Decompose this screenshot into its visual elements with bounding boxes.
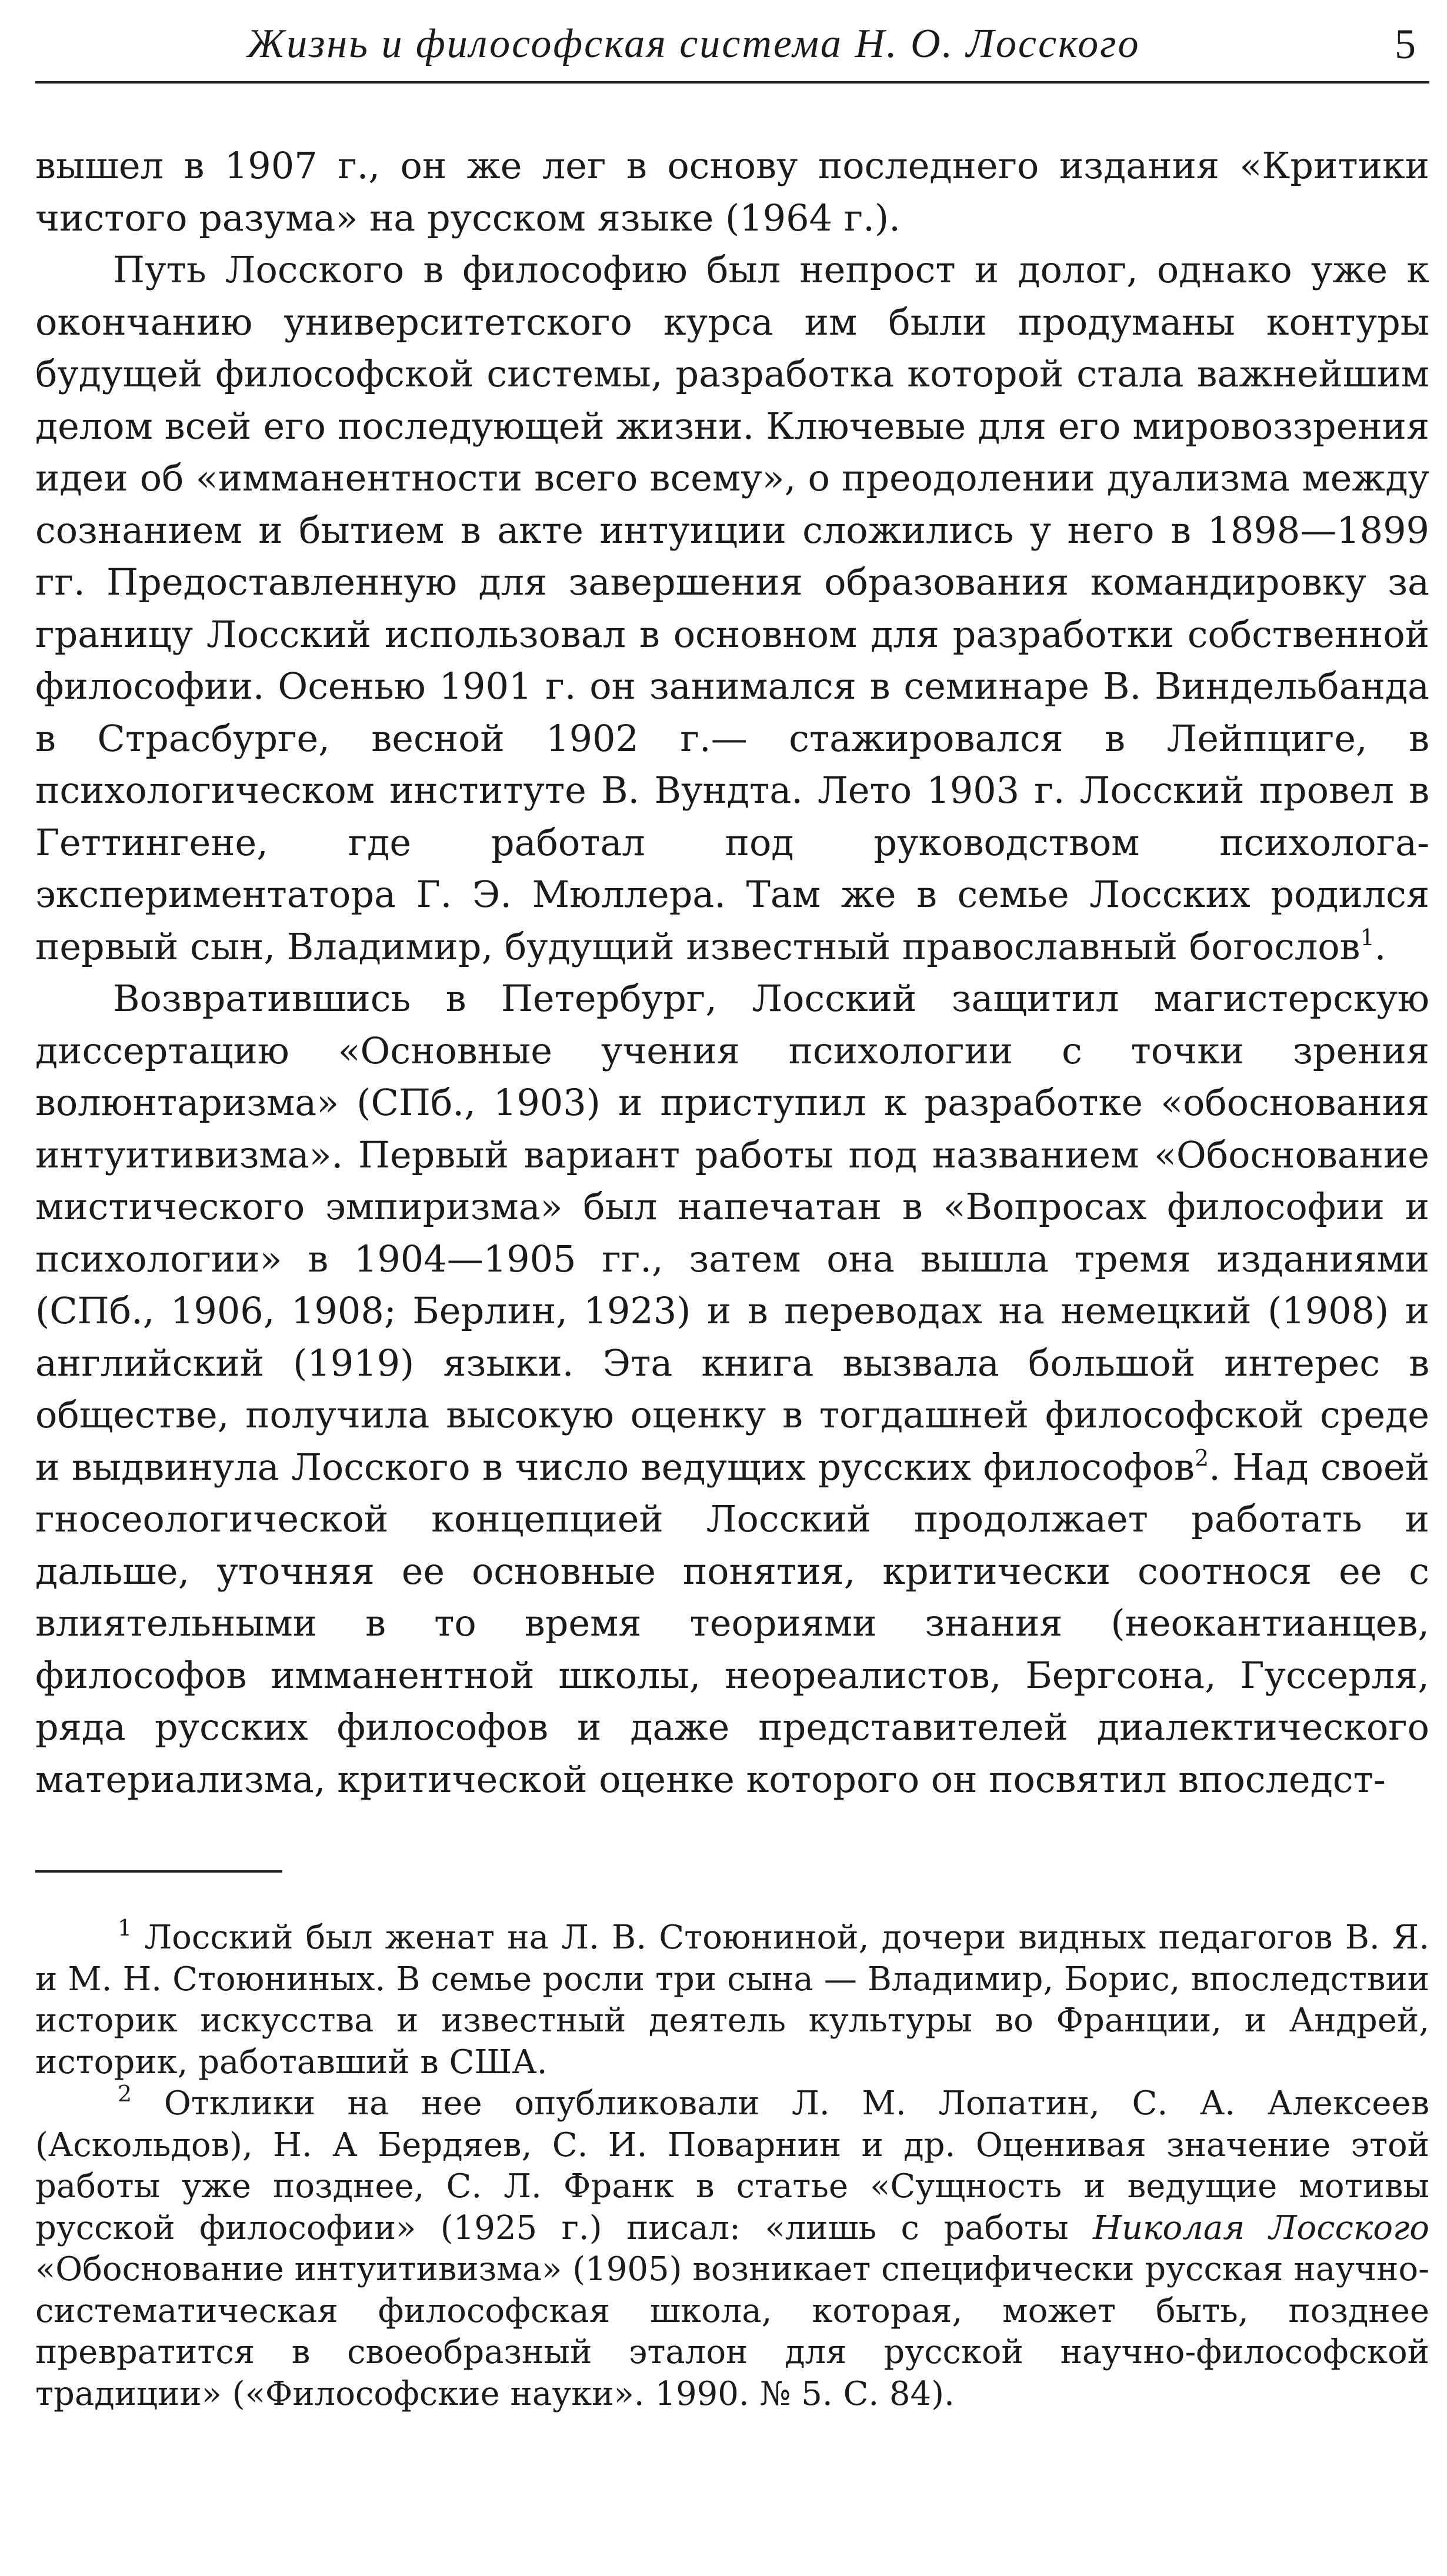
footnote-1 bbox=[35, 1917, 1429, 2083]
footnote-ref-1: 1 bbox=[1360, 924, 1375, 950]
footnote-2 bbox=[35, 2083, 1429, 2415]
paragraph-3-text: Возвратившись в Петербург, Лосский защитил магистерскую диссертацию «Основные учения психологии с точки зрения волюнтаризма» (СПб., 1903) и приступил к разработке «обоснования интуитивизма». Первый вариант работы под названием «Обоснование мистического эмпиризма» был напечатан в «Вопросах философии и психологии» в 1904—1905 гг., затем она вышла тремя изданиями (СПб., 1906, 1908; Берлин, 1923) и в переводах на немецкий (1908) и английский (1919) языки. Эта книга вызвала большой интерес в обществе, получила высокую оценку в тогдашней философской среде и выдвинула Лосского в число ведущих русских философов bbox=[35, 977, 1429, 1489]
page-number: 5 bbox=[1395, 20, 1418, 68]
paragraph-2-end: . bbox=[1374, 925, 1386, 968]
footnotes bbox=[35, 1917, 1429, 2415]
running-header bbox=[35, 12, 1429, 76]
paragraph-3 bbox=[35, 973, 1429, 1806]
running-title: Жизнь и философская система Н. О. Лосского bbox=[247, 21, 1141, 66]
header-rule bbox=[35, 81, 1429, 84]
footnote-2-text-end: «Обоснование интуитивизма» (1905) возникает специфически русская научно-систематическая философская школа, которая, может быть, позднее превратится в своеобразный эталон для русской научно-философской традиции» («Философские науки». 1990. № 5. С. 84). bbox=[35, 2250, 1429, 2413]
footnote-ref-2: 2 bbox=[1194, 1444, 1209, 1471]
footnote-2-text: Отклики на нее опубликовали Л. М. Лопатин, С. А. Алексеев (Аскольдов), Н. А Бердяев, С. И. Поварнин и др. Оценивая значение этой работы уже позднее, С. Л. Франк в статье «Сущность и ведущие мотивы русской философии» (1925 г.) писал: «лишь с работы bbox=[35, 2084, 1429, 2247]
paragraph-2 bbox=[35, 244, 1429, 973]
footnote-2-mark: 2 bbox=[118, 2081, 132, 2107]
footnote-1-text: Лосский был женат на Л. В. Стоюниной, дочери видных педагогов В. Я. и М. Н. Стоюниных. В семье росли три сына — Владимир, Борис, впоследствии историк искусства и известный деятель культуры во Франции, и Андрей, историк, работавший в США. bbox=[35, 1918, 1429, 2081]
paragraph-2-text: Путь Лосского в философию был непрост и долог, однако уже к окончанию университетского курса им были продуманы контуры будущей философской системы, разработка которой стала важнейшим делом всей его последующей жизни. Ключевые для его мировоззрения идеи об «имманентности всего всему», о преодолении дуализма между сознанием и бытием в акте интуиции сложились у него в 1898—1899 гг. Предоставленную для завершения образования командировку за границу Лосский использовал в основном для разработки собственной философии. Осенью 1901 г. он занимался в семинаре В. Виндельбанда в Страсбурге, весной 1902 г.— стажировался в Лейпциге, в психологическом институте В. Вундта. Лето 1903 г. Лосский провел в Геттингене, где работал под руководством психолога-экспериментатора Г. Э. Мюллера. Там же в семье Лосских родился первый сын, Владимир, будущий известный православный богослов bbox=[35, 248, 1429, 968]
paragraph-3-continuation: . Над своей гносеологической концепцией Лосский продолжает работать и дальше, уточняя ее основные понятия, критически соотнося ее с влиятельными в то время теориями знания (неокантианцев, философов имманентной школы, неореалистов, Бергсона, Гуссерля, ряда русских философов и даже представителей диалектического материализма, критической оценке которого он посвятил впоследст- bbox=[35, 1445, 1429, 1801]
footnote-1-mark: 1 bbox=[118, 1915, 132, 1941]
paragraph-1 bbox=[35, 140, 1429, 244]
footnote-2-italic-name: Николая Лосского bbox=[1093, 2208, 1430, 2247]
paragraph-1-text: вышел в 1907 г., он же лег в основу последнего издания «Критики чистого разума» на русском языке (1964 г.). bbox=[35, 144, 1429, 239]
footnote-separator bbox=[35, 1870, 282, 1873]
main-text bbox=[35, 140, 1429, 1806]
